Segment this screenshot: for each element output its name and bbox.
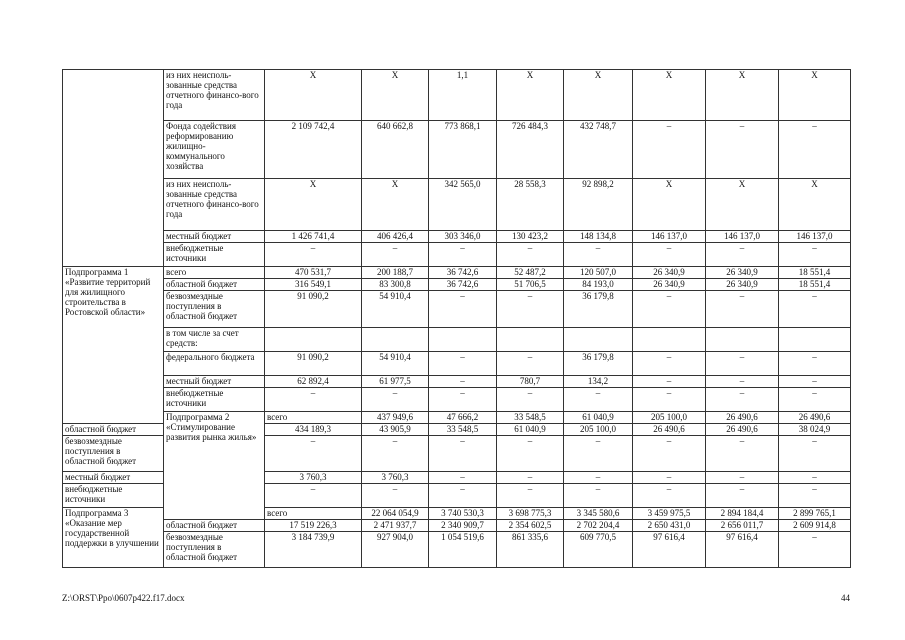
footer-file-path: Z:\ORST\Ppo\0607p422.f17.docx	[62, 593, 185, 603]
value-cell: –	[265, 388, 362, 412]
value-cell: 2 650 431,0	[633, 520, 706, 532]
value-cell: –	[779, 472, 851, 484]
value-cell: –	[497, 484, 564, 508]
value-cell: 18 551,4	[779, 279, 851, 291]
value-cell: 1 054 519,6	[429, 532, 497, 568]
value-cell: 84 193,0	[564, 279, 633, 291]
value-cell: –	[706, 388, 779, 412]
value-cell: –	[779, 436, 851, 472]
budget-table	[62, 69, 851, 568]
funding-source-cell: из них неисполь-зованные средства отчетного финансо-вого года	[164, 179, 265, 231]
table-row	[63, 352, 851, 376]
value-cell: Х	[362, 70, 429, 121]
value-cell: 2 471 937,7	[362, 520, 429, 532]
table-row	[63, 243, 851, 267]
value-cell: 1,1	[429, 70, 497, 121]
value-cell: –	[779, 376, 851, 388]
value-cell: 3 760,3	[265, 472, 362, 484]
funding-source-cell: областной бюджет	[164, 279, 265, 291]
value-cell: 26 340,9	[633, 279, 706, 291]
value-cell: 342 565,0	[429, 179, 497, 231]
value-cell: 609 770,5	[564, 532, 633, 568]
value-cell: 3 184 739,9	[265, 532, 362, 568]
value-cell: 28 558,3	[497, 179, 564, 231]
value-cell: 2 894 184,4	[706, 508, 779, 520]
value-cell: –	[265, 243, 362, 267]
value-cell: 2 609 914,8	[779, 520, 851, 532]
value-cell: –	[706, 472, 779, 484]
value-cell: 36 179,8	[564, 291, 633, 328]
value-cell: 434 189,3	[265, 424, 362, 436]
value-cell: 62 892,4	[265, 376, 362, 388]
value-cell: 43 905,9	[362, 424, 429, 436]
value-cell	[497, 328, 564, 352]
value-cell: –	[429, 484, 497, 508]
value-cell: 97 616,4	[633, 532, 706, 568]
value-cell: 61 040,9	[497, 424, 564, 436]
value-cell: 91 090,2	[265, 352, 362, 376]
funding-source-cell: местный бюджет	[164, 231, 265, 243]
value-cell: –	[429, 243, 497, 267]
value-cell: –	[706, 352, 779, 376]
value-cell: 927 904,0	[362, 532, 429, 568]
value-cell: 146 137,0	[779, 231, 851, 243]
value-cell: 3 459 975,5	[633, 508, 706, 520]
value-cell: –	[706, 484, 779, 508]
funding-source-cell: внебюджетные источники	[164, 243, 265, 267]
page-number: 44	[841, 593, 850, 603]
funding-source-cell: безвозмездные поступления в областной бюджет	[63, 436, 164, 472]
value-cell: 18 551,4	[779, 267, 851, 279]
value-cell: –	[633, 243, 706, 267]
value-cell	[429, 328, 497, 352]
value-cell	[779, 328, 851, 352]
value-cell: 91 090,2	[265, 291, 362, 328]
value-cell: –	[779, 484, 851, 508]
value-cell: 303 346,0	[429, 231, 497, 243]
value-cell: 61 040,9	[564, 412, 633, 424]
value-cell: –	[265, 484, 362, 508]
program-cell-empty	[63, 70, 164, 267]
value-cell: –	[497, 352, 564, 376]
value-cell: 26 340,9	[706, 267, 779, 279]
value-cell: Х	[362, 179, 429, 231]
value-cell: 726 484,3	[497, 121, 564, 179]
table-row	[63, 412, 851, 424]
table-row	[63, 328, 851, 352]
value-cell: –	[779, 243, 851, 267]
funding-source-cell: федерального бюджета	[164, 352, 265, 376]
value-cell: 26 340,9	[633, 267, 706, 279]
value-cell: 861 335,6	[497, 532, 564, 568]
funding-source-cell: внебюджетные источники	[63, 484, 164, 508]
value-cell: 773 868,1	[429, 121, 497, 179]
funding-source-cell: безвозмездные поступления в областной бюджет	[164, 532, 265, 568]
value-cell: Х	[564, 70, 633, 121]
value-cell: 2 109 742,4	[265, 121, 362, 179]
value-cell: –	[779, 121, 851, 179]
value-cell: 120 507,0	[564, 267, 633, 279]
value-cell: –	[779, 291, 851, 328]
value-cell: 83 300,8	[362, 279, 429, 291]
funding-source-cell: внебюджетные источники	[164, 388, 265, 412]
funding-source-cell: областной бюджет	[164, 520, 265, 532]
value-cell: –	[779, 352, 851, 376]
value-cell: –	[362, 484, 429, 508]
value-cell: 26 340,9	[706, 279, 779, 291]
value-cell: 38 024,9	[779, 424, 851, 436]
value-cell: 3 760,3	[362, 472, 429, 484]
value-cell	[564, 328, 633, 352]
funding-source-cell: областной бюджет	[63, 424, 164, 436]
value-cell: 316 549,1	[265, 279, 362, 291]
value-cell: –	[779, 388, 851, 412]
value-cell: 432 748,7	[564, 121, 633, 179]
table-row	[63, 520, 851, 532]
value-cell: 2 899 765,1	[779, 508, 851, 520]
funding-source-cell: всего	[265, 412, 362, 424]
value-cell: –	[779, 532, 851, 568]
value-cell: –	[633, 121, 706, 179]
value-cell: 33 548,5	[497, 412, 564, 424]
program-name-cell: Подпрограмма 3 «Оказание мер государственной поддержки в улучшении	[63, 508, 164, 568]
value-cell: Х	[779, 179, 851, 231]
value-cell: –	[362, 388, 429, 412]
value-cell: 146 137,0	[633, 231, 706, 243]
value-cell: –	[564, 472, 633, 484]
table-row	[63, 231, 851, 243]
value-cell: –	[497, 472, 564, 484]
value-cell: Х	[633, 179, 706, 231]
value-cell: –	[564, 243, 633, 267]
value-cell: 54 910,4	[362, 352, 429, 376]
value-cell: 406 426,4	[362, 231, 429, 243]
value-cell: 47 666,2	[429, 412, 497, 424]
value-cell: 26 490,6	[706, 424, 779, 436]
value-cell: –	[633, 291, 706, 328]
value-cell: –	[429, 436, 497, 472]
value-cell: –	[633, 388, 706, 412]
value-cell: –	[362, 436, 429, 472]
value-cell: –	[633, 484, 706, 508]
value-cell: 437 949,6	[362, 412, 429, 424]
value-cell: 61 977,5	[362, 376, 429, 388]
value-cell: –	[564, 484, 633, 508]
value-cell: 205 100,0	[564, 424, 633, 436]
table-row	[63, 121, 851, 179]
value-cell: –	[497, 436, 564, 472]
value-cell	[633, 328, 706, 352]
funding-source-cell: безвозмездные поступления в областной бюджет	[164, 291, 265, 328]
value-cell: 205 100,0	[633, 412, 706, 424]
value-cell: Х	[497, 70, 564, 121]
value-cell: –	[429, 472, 497, 484]
value-cell	[265, 328, 362, 352]
value-cell: 134,2	[564, 376, 633, 388]
value-cell: Х	[633, 70, 706, 121]
table-row	[63, 376, 851, 388]
value-cell: 33 548,5	[429, 424, 497, 436]
value-cell: 22 064 054,9	[362, 508, 429, 520]
value-cell: 640 662,8	[362, 121, 429, 179]
program-name-cell: Подпрограмма 1 «Развитие территорий для жилищного строительства в Ростовской области»	[63, 267, 164, 424]
funding-source-cell: из них неисполь-зованные средства отчетного финансо-вого года	[164, 70, 265, 121]
value-cell: 1 426 741,4	[265, 231, 362, 243]
value-cell: 26 490,6	[706, 412, 779, 424]
value-cell: –	[706, 291, 779, 328]
value-cell: Х	[779, 70, 851, 121]
value-cell: Х	[706, 179, 779, 231]
value-cell: 2 340 909,7	[429, 520, 497, 532]
value-cell	[362, 328, 429, 352]
value-cell: 2 354 602,5	[497, 520, 564, 532]
value-cell: 148 134,8	[564, 231, 633, 243]
value-cell: 3 698 775,3	[497, 508, 564, 520]
value-cell: 36 742,6	[429, 267, 497, 279]
value-cell: –	[429, 352, 497, 376]
funding-source-cell: всего	[265, 508, 362, 520]
value-cell: 780,7	[497, 376, 564, 388]
value-cell: –	[706, 436, 779, 472]
value-cell: 200 188,7	[362, 267, 429, 279]
funding-source-cell: всего	[164, 267, 265, 279]
funding-source-cell: Фонда содействия реформированию жилищно-коммунального хозяйства	[164, 121, 265, 179]
value-cell: –	[265, 436, 362, 472]
value-cell: Х	[265, 179, 362, 231]
value-cell: –	[497, 388, 564, 412]
funding-source-cell: в том числе за счет средств:	[164, 328, 265, 352]
table-row	[63, 291, 851, 328]
value-cell: 2 702 204,4	[564, 520, 633, 532]
value-cell: –	[497, 291, 564, 328]
table-row	[63, 267, 851, 279]
funding-source-cell: местный бюджет	[164, 376, 265, 388]
value-cell: 17 519 226,3	[265, 520, 362, 532]
value-cell: –	[429, 291, 497, 328]
value-cell: 146 137,0	[706, 231, 779, 243]
table-row	[63, 279, 851, 291]
value-cell: 130 423,2	[497, 231, 564, 243]
value-cell: 26 490,6	[633, 424, 706, 436]
value-cell: 54 910,4	[362, 291, 429, 328]
value-cell	[706, 328, 779, 352]
table-row	[63, 70, 851, 121]
value-cell: 3 740 530,3	[429, 508, 497, 520]
value-cell: –	[564, 436, 633, 472]
table-row	[63, 388, 851, 412]
value-cell: –	[706, 243, 779, 267]
value-cell: –	[429, 376, 497, 388]
value-cell: 92 898,2	[564, 179, 633, 231]
value-cell: –	[429, 388, 497, 412]
value-cell: Х	[706, 70, 779, 121]
value-cell: –	[633, 436, 706, 472]
value-cell: 97 616,4	[706, 532, 779, 568]
value-cell: 2 656 011,7	[706, 520, 779, 532]
program-name-cell: Подпрограмма 2 «Стимулирование развития рынка жилья»	[164, 412, 265, 520]
value-cell: –	[633, 376, 706, 388]
value-cell: 36 742,6	[429, 279, 497, 291]
value-cell: –	[362, 243, 429, 267]
value-cell: Х	[265, 70, 362, 121]
table-row	[63, 532, 851, 568]
value-cell: 51 706,5	[497, 279, 564, 291]
value-cell: 26 490,6	[779, 412, 851, 424]
value-cell: 36 179,8	[564, 352, 633, 376]
value-cell: –	[633, 472, 706, 484]
value-cell: –	[497, 243, 564, 267]
table-row	[63, 179, 851, 231]
value-cell: –	[706, 376, 779, 388]
value-cell: –	[564, 388, 633, 412]
value-cell: 470 531,7	[265, 267, 362, 279]
value-cell: –	[706, 121, 779, 179]
value-cell: 52 487,2	[497, 267, 564, 279]
value-cell: –	[633, 352, 706, 376]
value-cell: 3 345 580,6	[564, 508, 633, 520]
funding-source-cell: местный бюджет	[63, 472, 164, 484]
